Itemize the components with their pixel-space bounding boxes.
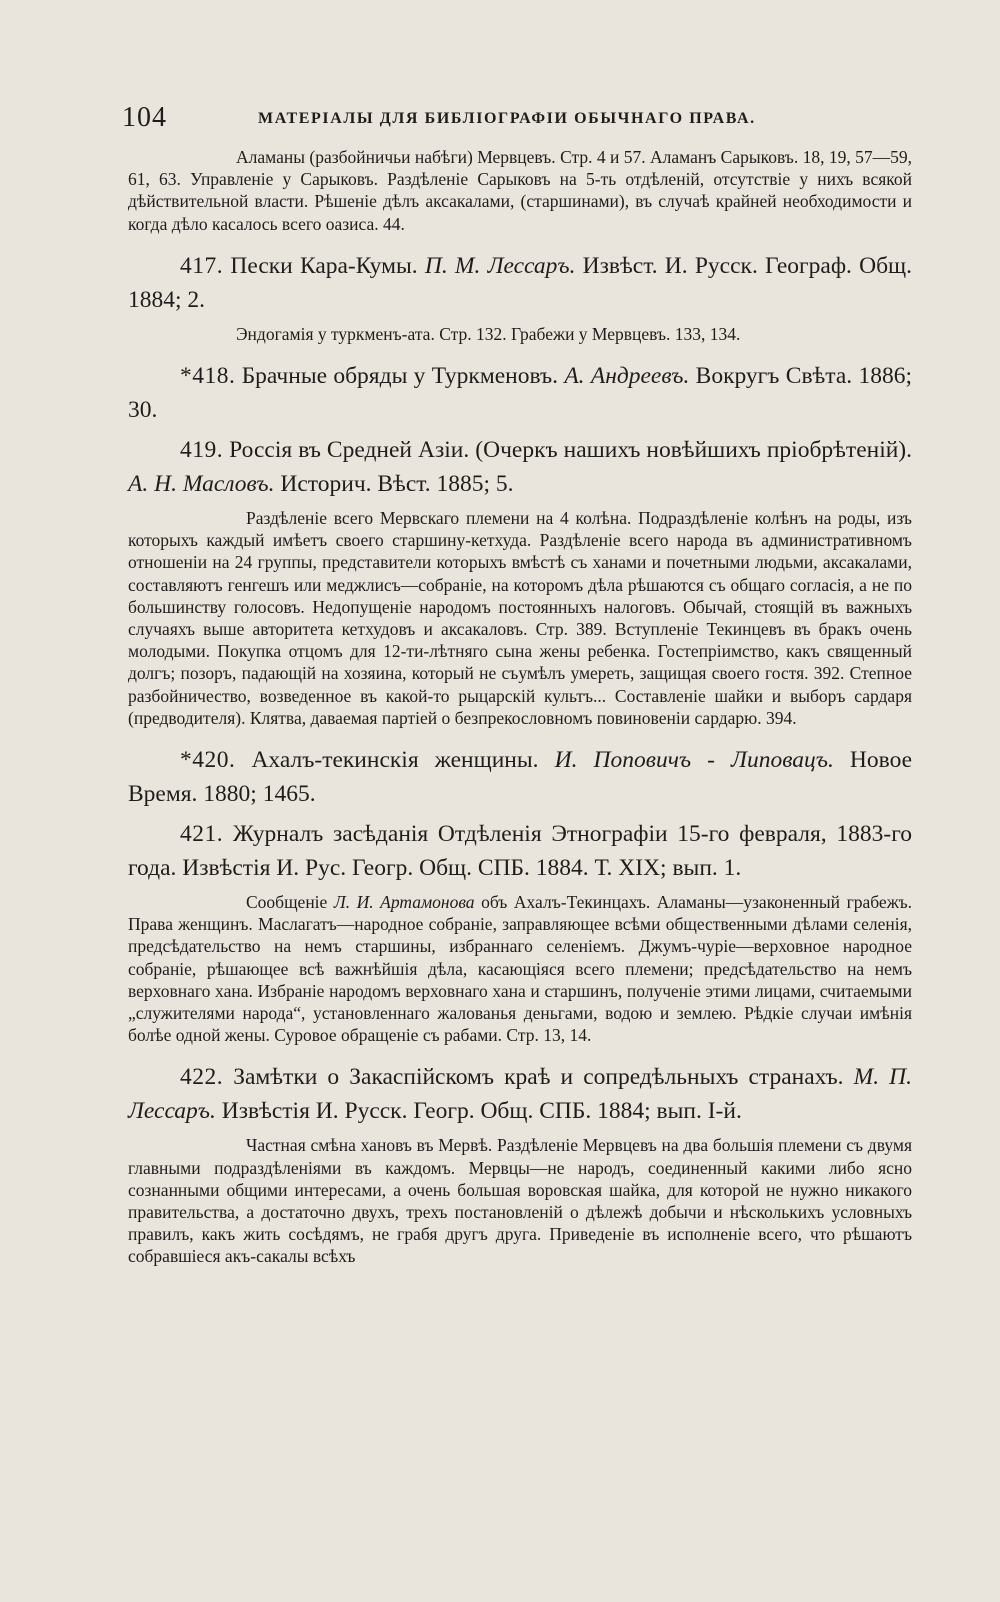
annotation-author: Л. И. Артамонова <box>333 892 475 913</box>
entry-author: А. Н. Масловъ. <box>128 471 275 498</box>
entry-source: Извѣстія И. Русск. Геогр. Общ. СПБ. 1884; вып. I-й. <box>221 1098 742 1125</box>
bibliography-entry-419 <box>128 433 912 501</box>
entry-number: *420. <box>180 747 236 774</box>
entry-number: 417. <box>180 252 224 279</box>
entry-number: 421. <box>180 821 224 848</box>
entry-source: Вокругъ Свѣта. 1886; 30. <box>128 363 912 424</box>
entry-title: Пески Кара-Кумы. <box>230 252 418 279</box>
entry-author: И. Поповичъ - Липовацъ. <box>554 747 834 774</box>
annotation-prefix: Сообщеніе <box>246 892 328 913</box>
running-title: МАТЕРІАЛЫ ДЛЯ БИБЛІОГРАФІИ ОБЫЧНАГО ПРАВА. <box>258 110 756 127</box>
bibliography-entry-418 <box>128 359 912 427</box>
continuation-annotation: Аламаны (разбойничьи набѣги) Мервцевъ. Стр. 4 и 57. Аламанъ Сарыковъ. 18, 19, 57—59, 61, 63. Управленіе у Сарыковъ. Раздѣленіе Сарыковъ на 5-ть отдѣленій, отсутствіе у нихъ всякой дѣйствительной власти. Рѣшеніе дѣлъ аксакалами, (старшинами), въ случаѣ крайней необходимости и когда дѣло касалось всего оазиса. 44. <box>128 147 912 234</box>
page-number: 104 <box>122 102 167 133</box>
entry-title: Россія въ Средней Азіи. (Очеркъ нашихъ новѣйшихъ пріобрѣтеній). <box>229 437 913 464</box>
bibliography-entry-422 <box>128 1060 912 1128</box>
entry-annotation-417: Эндогамія у туркменъ-ата. Стр. 132. Грабежи у Мервцевъ. 133, 134. <box>236 323 741 344</box>
entry-title: Брачные обряды у Туркменовъ. <box>241 363 558 390</box>
entry-title: Журналъ засѣданія Отдѣленія Этнографіи 15-го февраля, 1883-го года. <box>128 821 913 882</box>
entry-title: Ахалъ-текинскія женщины. <box>251 747 539 774</box>
entry-number: 422. <box>180 1064 224 1091</box>
entry-number: *418. <box>180 363 236 390</box>
entry-annotation-419: Раздѣленіе всего Мервскаго племени на 4 колѣна. Подраздѣленіе колѣнъ на роды, изъ которыхъ каждый имѣетъ своего старшину-кетхуда. Раздѣленіе всего народа въ административномъ отношеніи на 24 группы, представители которыхъ вмѣстѣ съ ханами и почетными людьми, аксакалами, составляютъ генгешъ или меджлисъ—собраніе, на которомъ дѣла рѣшаются съ общаго согласія, а не по большинству голосовъ. Недопущеніе народомъ постоянныхъ налоговъ. Обычай, стоящій въ важныхъ случаяхъ выше авторитета кетхудовъ и аксакаловъ. Стр. 389. Вступленіе Текинцевъ въ бракъ очень молодыми. Покупка отцомъ для 12-ти-лѣтняго сына жены ребенка. Гостепріимство, какъ священный долгъ; позоръ, падающій на хозяина, который не съумѣлъ умереть, защищая своего гостя. 392. Степное разбойничество, возведенное въ какой-то рыцарскій культъ... Составленіе шайки и выборъ сардаря (предводителя). Клятва, даваемая партіей о безпрекословномъ повиновеніи сардарю. 394. <box>128 508 912 728</box>
entry-author: А. Андреевъ. <box>564 363 690 390</box>
bibliography-entry-417 <box>128 249 912 317</box>
entry-annotation-421 <box>128 891 912 1046</box>
entry-source: Новое Время. 1880; 1465. <box>128 747 913 808</box>
entry-author: П. М. Лессаръ. <box>424 252 576 279</box>
entry-source: Извѣст. И. Русск. Географ. Общ. 1884; 2. <box>128 252 913 313</box>
entry-annotation-422: Частная смѣна хановъ въ Мервѣ. Раздѣленіе Мервцевъ на два большія племени съ двумя главными подраздѣленіями въ каждомъ. Мервцы—не народъ, соединенный какими либо ясно сознанными общими интересами, а очень большая воровская шайка, для которой не нужно никакого правительства, а достаточно двухъ, трехъ постановленій о дѣлежѣ добычи и нѣсколькихъ условныхъ правилъ, какъ жить сосѣдямъ, не грабя другъ друга. Приведеніе въ исполненіе всего, что рѣшаютъ собравшіеся акъ-сакалы всѣхъ <box>128 1135 912 1267</box>
bibliography-entry-420 <box>128 743 912 811</box>
entry-source: Историч. Вѣст. 1885; 5. <box>280 471 514 498</box>
running-head <box>0 102 1000 138</box>
page-content <box>128 146 912 1282</box>
annotation-text: объ Ахалъ-Текинцахъ. Аламаны—узаконенный грабежъ. Права женщинъ. Маслагатъ—народное собраніе, заправляющее всѣми общественными дѣлами селенія, предсѣдательство на немъ старшины, избраннаго селеніемъ. Джумъ-чуріе—верховное народное собраніе, рѣшающее всѣ важнѣйшія дѣла, касающіяся всего племени; предсѣдательство на немъ верховнаго хана. Избраніе народомъ верховнаго хана и старшинъ, полученіе этими лицами, считаемыми „служителями народа“, установленнаго жалованья деньгами, водою и землею. Рѣдкіе случаи имѣнія болѣе одной жены. Суровое обращеніе съ рабами. Стр. 13, 14. <box>128 892 912 1046</box>
entry-number: 419. <box>180 437 224 464</box>
entry-title: Замѣтки о Закаспійскомъ краѣ и сопредѣльныхъ странахъ. <box>233 1064 844 1091</box>
entry-source: Извѣстія И. Рус. Геогр. Общ. СПБ. 1884. Т. XIX; вып. 1. <box>182 855 742 882</box>
entry-author: М. П. Лессаръ. <box>128 1064 913 1125</box>
bibliography-entry-421 <box>128 817 912 885</box>
